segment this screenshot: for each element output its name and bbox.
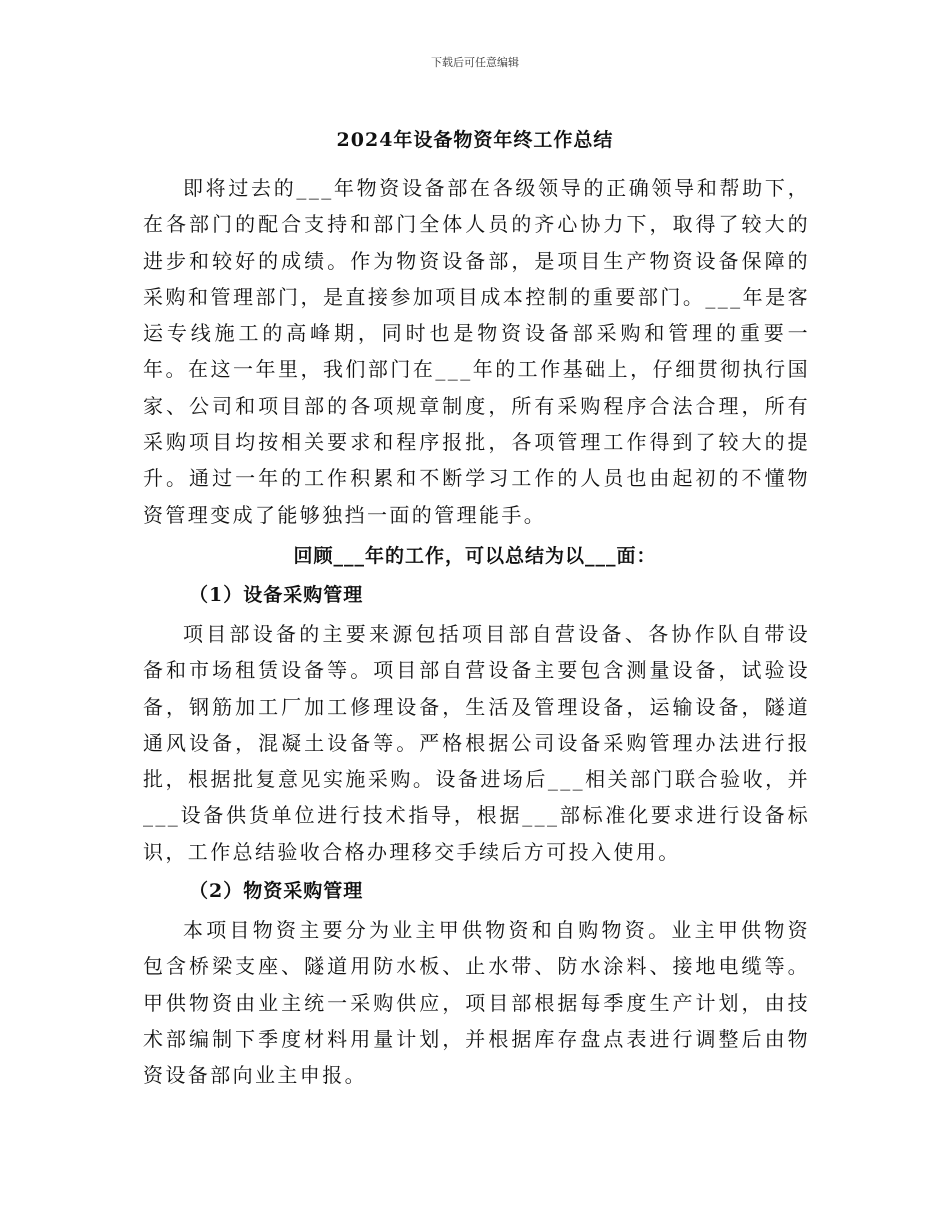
section-1-paragraph: 项目部设备的主要来源包括项目部自营设备、各协作队自带设备和市场租赁设备等。项目部自营设备主要包含测量设备，试验设备，钢筋加工厂加工修理设备，生活及管理设备，运输设备，隧道通风设备，混凝土设备等。严格根据公司设备采购管理办法进行报批，根据批复意见实施采购。设备进场后___相关部门联合验收，并___设备供货单位进行技术指导，根据___部标准化要求进行设备标识，工作总结验收合格办理移交手续后方可投入使用。: [143, 622, 810, 864]
intro-paragraph: 即将过去的___年物资设备部在各级领导的正确领导和帮助下，在各部门的配合支持和部门全体人员的齐心协力下，取得了较大的进步和较好的成绩。作为物资设备部，是项目生产物资设备保障的采购和管理部门，是直接参加项目成本控制的重要部门。___年是客运专线施工的高峰期，同时也是物资设备部采购和管理的重要一年。在这一年里，我们部门在___年的工作基础上，仔细贯彻执行国家、公司和项目部的各项规章制度，所有采购程序合法合理，所有采购项目均按相关要求和程序报批，各项管理工作得到了较大的提升。通过一年的工作积累和不断学习工作的人员也由起初的不懂物资管理变成了能够独挡一面的管理能手。: [143, 176, 810, 527]
review-heading: 回顾___年的工作，可以总结为以___面：: [293, 545, 657, 567]
section-1-body: [143, 616, 810, 870]
document-title: 2024年设备物资年终工作总结: [336, 129, 614, 151]
section-2-heading: （2）物资采购管理: [189, 880, 364, 902]
intro-section: [143, 170, 810, 533]
header-note: 下载后可任意编辑: [431, 56, 519, 69]
section-1-heading: （1）设备采购管理: [189, 584, 364, 606]
section-2-paragraph: 本项目物资主要分为业主甲供物资和自购物资。业主甲供物资包含桥梁支座、隧道用防水板、止水带、防水涂料、接地电缆等。甲供物资由业主统一采购供应，项目部根据每季度生产计划，由技术部编制下季度材料用量计划，并根据库存盘点表进行调整后由物资设备部向业主申报。: [143, 918, 810, 1088]
section-2-body: [143, 912, 810, 1093]
